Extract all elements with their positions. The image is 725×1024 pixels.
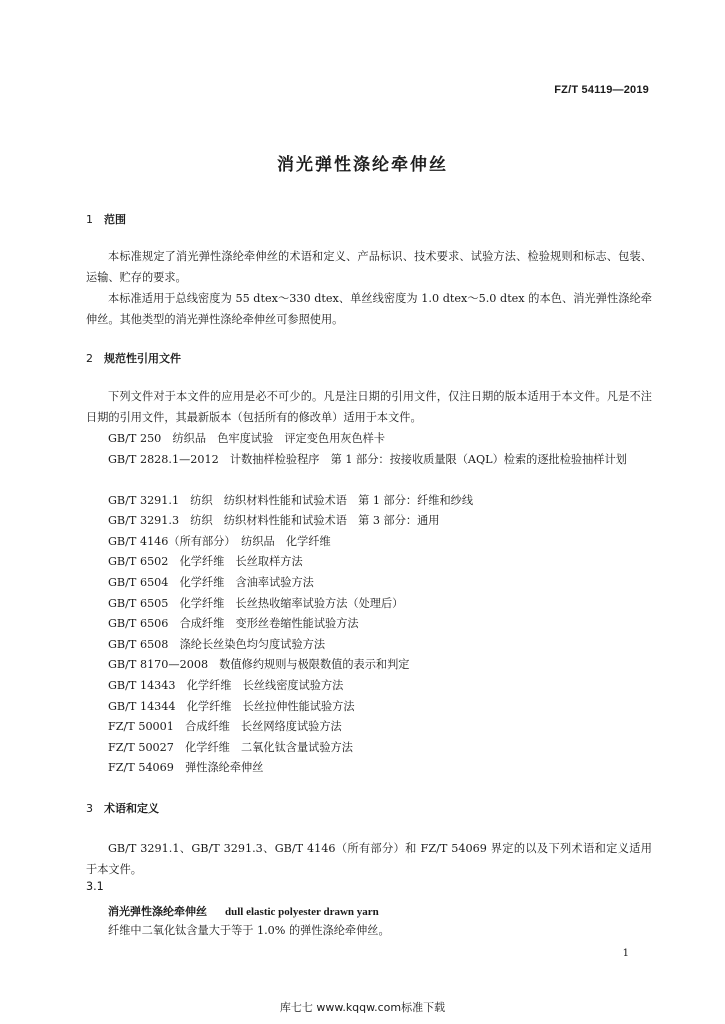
section-number: 2 xyxy=(86,352,93,365)
reference-item: FZ/T 54069 弹性涤纶牵伸丝 xyxy=(108,761,264,775)
reference-list xyxy=(108,429,676,779)
section-1-heading xyxy=(86,211,126,227)
section-2-heading xyxy=(86,350,181,366)
reference-item: GB/T 14344 化学纤维 长丝拉伸性能试验方法 xyxy=(108,699,355,713)
reference-item: GB/T 8170—2008 数值修约规则与极限数值的表示和判定 xyxy=(108,658,410,672)
term-entry xyxy=(108,903,379,919)
terms-intro: GB/T 3291.1、GB/T 3291.3、GB/T 4146（所有部分）和 FZ/T 54069 界定的以及下列术语和定义适用于本文件。 xyxy=(86,842,652,876)
term-english: dull elastic polyester drawn yarn xyxy=(225,906,379,918)
reference-item: FZ/T 50001 合成纤维 长丝网络度试验方法 xyxy=(108,720,342,734)
reference-item: FZ/T 50027 化学纤维 二氧化钛含量试验方法 xyxy=(108,740,353,754)
standard-code: FZ/T 54119—2019 xyxy=(554,84,649,96)
section-title: 范围 xyxy=(104,213,126,226)
reference-item: GB/T 6505 化学纤维 长丝热收缩率试验方法（处理后） xyxy=(108,596,404,610)
section-title: 规范性引用文件 xyxy=(104,352,181,365)
references-intro: 下列文件对于本文件的应用是必不可少的。凡是注日期的引用文件，仅注日期的版本适用于本文件。凡是不注日期的引用文件，其最新版本（包括所有的修改单）适用于本文件。 xyxy=(86,390,652,424)
reference-item: GB/T 4146（所有部分） 纺织品 化学纤维 xyxy=(108,534,331,548)
reference-item: GB/T 6504 化学纤维 含油率试验方法 xyxy=(108,575,314,589)
reference-item: GB/T 14343 化学纤维 长丝线密度试验方法 xyxy=(108,678,344,692)
reference-item: GB/T 250 纺织品 色牢度试验 评定变色用灰色样卡 xyxy=(108,432,386,445)
section-number: 1 xyxy=(86,213,93,226)
section-3-heading xyxy=(86,800,159,816)
footer-watermark: 库七七 www.kqqw.com标准下载 xyxy=(279,1001,446,1014)
reference-item: GB/T 3291.3 纺织 纺织材料性能和试验术语 第 3 部分：通用 xyxy=(108,514,440,528)
scope-paragraph-1: 本标准规定了消光弹性涤纶牵伸丝的术语和定义、产品标识、技术要求、试验方法、检验规则和标志、包装、运输、贮存的要求。 xyxy=(86,250,652,284)
page-number: 1 xyxy=(622,948,629,959)
reference-item: GB/T 2828.1—2012 计数抽样检验程序 第 1 部分：按接收质量限（AQL）检索的逐批检验抽样计划 xyxy=(108,452,627,466)
section-title: 术语和定义 xyxy=(104,802,159,815)
subclause-number: 3.1 xyxy=(86,880,104,893)
page-title: 消光弹性涤纶牵伸丝 xyxy=(277,155,448,175)
reference-item: GB/T 6508 涤纶长丝染色均匀度试验方法 xyxy=(108,637,326,651)
reference-item: GB/T 3291.1 纺织 纺织材料性能和试验术语 第 1 部分：纤维和纱线 xyxy=(108,493,474,507)
section-number: 3 xyxy=(86,802,93,815)
term-chinese: 消光弹性涤纶牵伸丝 xyxy=(108,905,207,918)
scope-paragraph-2: 本标准适用于总线密度为 55 dtex～330 dtex、单丝线密度为 1.0 dtex～5.0 dtex 的本色、消光弹性涤纶牵伸丝。其他类型的消光弹性涤纶牵伸丝可参照使用。 xyxy=(86,292,652,326)
term-definition: 纤维中二氧化钛含量大于等于 1.0% 的弹性涤纶牵伸丝。 xyxy=(108,924,390,937)
reference-item: GB/T 6506 合成纤维 变形丝卷缩性能试验方法 xyxy=(108,617,359,631)
reference-item: GB/T 6502 化学纤维 长丝取样方法 xyxy=(108,555,303,569)
